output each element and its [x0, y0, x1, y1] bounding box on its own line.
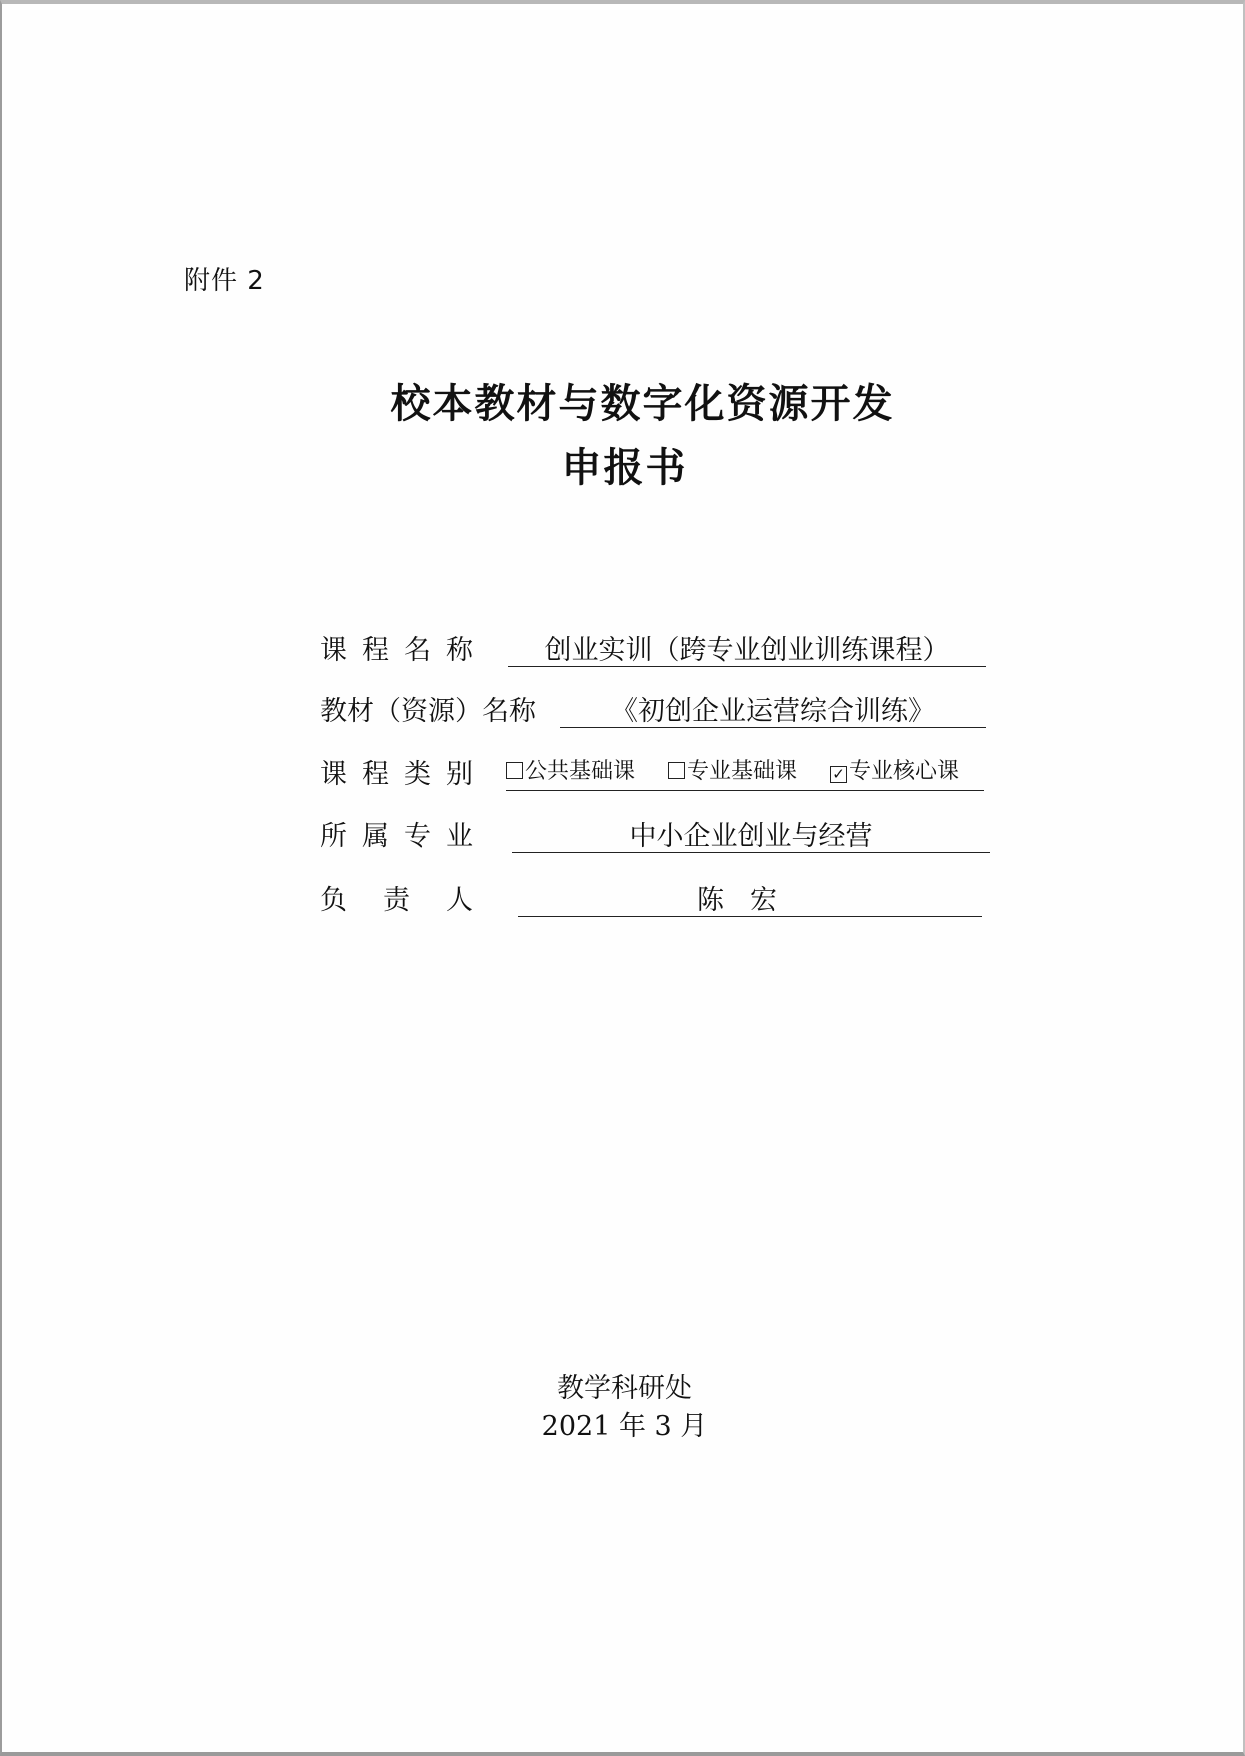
document-title: 校本教材与数字化资源开发 [390, 381, 895, 427]
attachment-label: 附件 2 [184, 266, 265, 296]
category-option-major-basic[interactable] [668, 752, 797, 792]
category-option-label: 公共基础课 [525, 759, 636, 784]
responsible-person-label: 负责人 [320, 885, 509, 916]
issuing-department: 教学科研处 [557, 1373, 692, 1404]
material-name-field[interactable]: 《初创企业运营综合训练》 [560, 689, 986, 728]
checkbox-checked-icon[interactable]: ✓ [830, 766, 847, 783]
issue-date: 2021 年 3 月 [541, 1411, 708, 1442]
material-name-label: 教材（资源）名称 [320, 696, 536, 727]
category-option-public-basic[interactable] [506, 752, 635, 792]
course-category-label: 课程类别 [320, 759, 488, 790]
document-subtitle: 申报书 [561, 445, 688, 491]
course-name-field[interactable]: 创业实训（跨专业创业训练课程） [508, 628, 986, 667]
checkbox-unchecked-icon[interactable] [668, 762, 685, 779]
major-label: 所属专业 [320, 821, 488, 852]
responsible-person-field[interactable]: 陈宏 [518, 878, 982, 917]
category-option-major-core[interactable] [830, 752, 959, 792]
course-category-options [506, 752, 984, 791]
course-name-label: 课程名称 [320, 635, 488, 666]
checkbox-unchecked-icon[interactable] [506, 762, 523, 779]
category-option-label: 专业基础课 [687, 759, 798, 784]
major-field[interactable]: 中小企业创业与经营 [512, 814, 990, 853]
category-option-label: 专业核心课 [849, 759, 960, 784]
